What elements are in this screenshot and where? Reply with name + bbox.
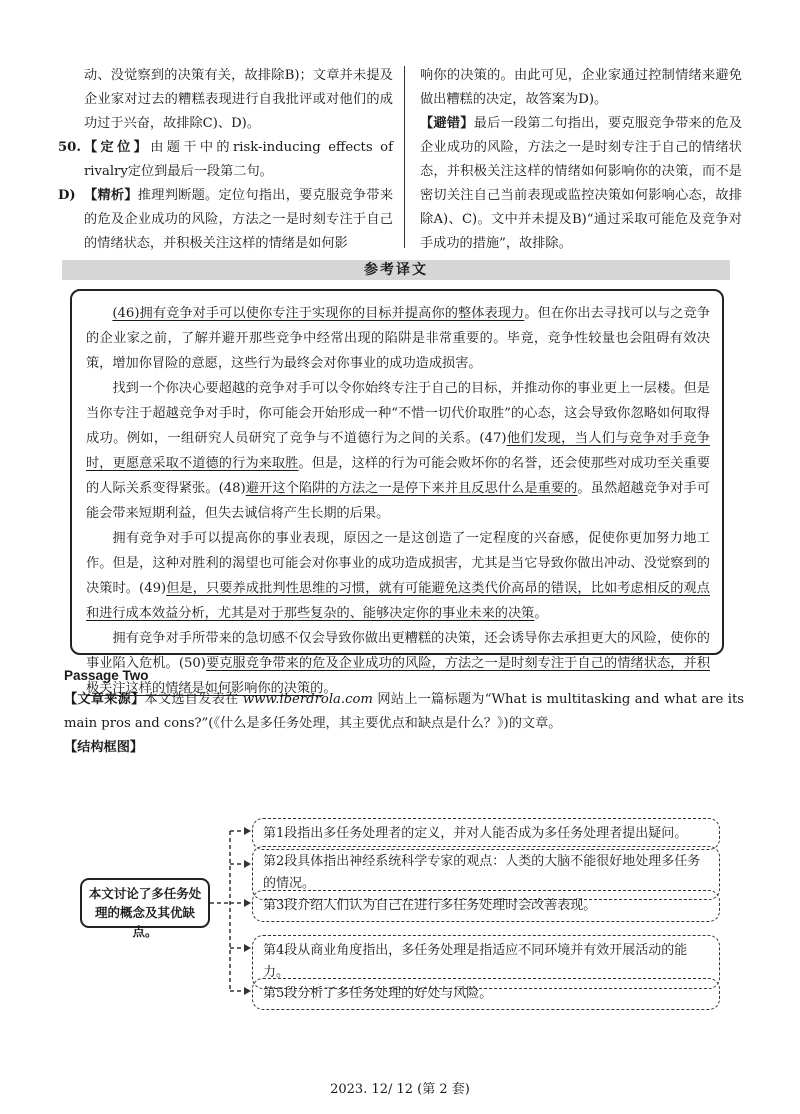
- analysis-continuation: 响你的决策的。由此可见，企业家通过控制情绪来避免做出糟糕的决定，故答案为D)。: [420, 68, 742, 107]
- connector-arrow: [230, 827, 251, 835]
- avoid-error-tag: 【避错】: [420, 116, 474, 131]
- q50-answer-label: D): [58, 188, 76, 203]
- connector-arrow: [230, 899, 251, 907]
- article-source-tag: 【文章来源】: [64, 692, 145, 707]
- translation-text: 。: [323, 681, 337, 696]
- q50-analysis-tag: 【精析】: [84, 188, 138, 203]
- avoid-error-text: 最后一段第二句指出，要克服竞争带来的危及企业成功的风险，方法之一是时刻专注于自己的情绪状态，并积极关注这样的情绪如何影响你的决策，而不是密切关注自己当前表现或监控决策如何影响心态，故排除A)、C)。文中并未提及B)“通过采取可能危及竞争对手成功的措施”，故排除。: [420, 116, 743, 251]
- translation-text: 拥有竞争对手所带来的急切感不仅会导致你做出更糟糕的决策，还会诱导你去承担更大的风险，使你的事业陷入危机。(50): [86, 631, 710, 671]
- page-footer: 2023. 12/ 12 (第 2 套): [330, 1082, 470, 1097]
- connector-arrow: [230, 860, 251, 868]
- diagram-node-2: 第2段具体指出神经系统科学专家的观点：人类的大脑不能很好地处理多任务的情况。: [252, 846, 720, 900]
- translation-text: 。: [534, 606, 548, 621]
- diagram-node-1: 第1段指出多任务处理者的定义，并对人能否成为多任务处理者提出疑问。: [252, 818, 720, 850]
- q50-number: 50.: [58, 140, 81, 155]
- translation-section-title: 参考译文: [364, 262, 428, 278]
- answer-sentence-46: (46)拥有竞争对手可以使你专注于实现你的目标并提高你的整体表现力: [112, 306, 525, 321]
- connector-arrow: [230, 944, 251, 952]
- answer-sentence-50: 要克服竞争带来的危及企业成功的风险，方法之一是时刻专注于自己的情绪状态，并积极关注这样的情绪是如何影响你的决策的: [86, 656, 711, 696]
- diagram-node-5: 第5段分析了多任务处理的好处与风险。: [252, 978, 720, 1010]
- explanation-continuation: 动、没觉察到的决策有关，故排除B)；文章并未提及企业家对过去的糟糕表现进行自我批评或对他们的成功过于兴奋，故排除C)、D)。: [84, 68, 393, 131]
- structure-diagram-tag: 【结构框图】: [64, 740, 144, 755]
- diagram-node-3: 第3段介绍人们认为自己在进行多任务处理时会改善表现。: [252, 890, 720, 922]
- translation-text: 。但在你出去寻找可以与之竞争的企业家之前，了解并避开那些竞争中经常出现的陷阱是非常重要的。毕竟，竞争性较量也会阻碍有效决策，增加你冒险的意愿，这些行为最终会对你事业的成功造成损害。: [86, 306, 711, 371]
- answer-sentence-48: 避开这个陷阱的方法之一是停下来并且反思什么是重要的: [245, 481, 578, 496]
- answer-sentence-47: 他们发现，当人们与竞争对手竞争时，更愿意采取不道德的行为来取胜: [86, 431, 710, 471]
- q50-location-tag: 【定位】: [84, 140, 151, 155]
- passage-two-title: Passage Two: [64, 668, 149, 683]
- article-source-text: 本文选自发表在: [144, 692, 239, 707]
- diagram-node-4: 第4段从商业角度指出，多任务处理是指适应不同环境并有效开展活动的能力。: [252, 935, 720, 989]
- answer-sentence-49: 但是，只要养成批判性思维的习惯，就有可能避免这类代价高昂的错误，比如考虑相反的观点和进行成本效益分析，尤其是对于那些复杂的、能够决定你的事业未来的决策: [86, 581, 710, 621]
- connector-arrow: [230, 987, 251, 995]
- article-source-text: 网站上一篇标题为“What is multitasking and what are its main pros and cons?”(《什么是多任务处理，其主要优点和缺点是什么？》)的文章。: [64, 692, 745, 731]
- source-url: www.iberdrola.com: [242, 692, 373, 707]
- translation-text: 。但是，这样的行为可能会败坏你的名誉，还会使那些对成功至关重要的人际关系变得紧张。(48): [86, 456, 711, 496]
- translation-text: 拥有竞争对手可以提高你的事业表现，原因之一是这创造了一定程度的兴奋感，促使你更加努力地工作。但是，这种对胜利的渴望也可能会对你事业的成功造成损害，尤其是当它导致你做出冲动、没觉察到的决策时。(49): [86, 531, 710, 596]
- translation-text: 。虽然超越竞争对手可能会带来短期利益，但失去诚信将产生长期的后果。: [86, 481, 710, 521]
- q50-analysis-text: 推理判断题。定位句指出，要克服竞争带来的危及企业成功的风险，方法之一是时刻专注于自己的情绪状态，并积极关注这样的情绪是如何影: [84, 188, 394, 251]
- diagram-root-box: 本文讨论了多任务处理的概念及其优缺点。: [80, 878, 210, 928]
- translation-text: 找到一个你决心要超越的竞争对手可以令你始终专注于自己的目标，并推动你的事业更上一层楼。但是当你专注于超越竞争对手时，你可能会开始形成一种“不惜一切代价取胜”的心态，这会导致你忽略如何取得成功。例如，一组研究人员研究了竞争与不道德行为之间的关系。(47): [86, 381, 710, 446]
- q50-location-text: 由题干中的risk-inducing effects of rivalry定位到最后一段第二句。: [84, 140, 393, 179]
